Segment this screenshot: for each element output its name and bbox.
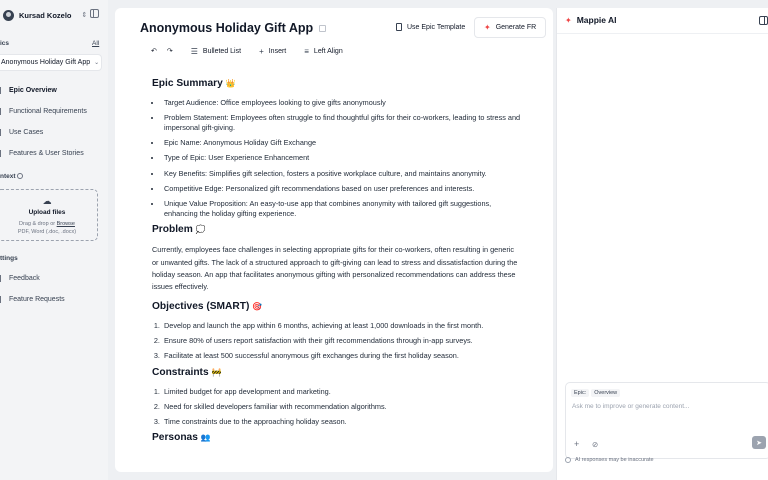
- context-section-label: ntext: [0, 173, 23, 180]
- crown-icon: 👑: [225, 79, 236, 88]
- bar-icon: [0, 275, 5, 282]
- context-chip: Epic:: [571, 389, 589, 397]
- list-item: • Type of Epic: User Experience Enhancement: [162, 153, 522, 163]
- document-editor: [115, 8, 553, 472]
- panel-toggle-icon[interactable]: [759, 16, 768, 25]
- bar-icon: [0, 129, 5, 136]
- list-item: 2. Ensure 80% of users report satisfaction with their gift recommendations through in-app surveys.: [162, 336, 522, 346]
- construction-icon: 🚧: [211, 367, 222, 377]
- epic-summary-list: [152, 98, 522, 218]
- bar-icon: [0, 296, 5, 303]
- objectives-list: [152, 321, 522, 361]
- left-align-button[interactable]: ≡ Left Align: [304, 46, 343, 56]
- document-icon: [396, 23, 402, 31]
- upload-cloud-icon: ☁: [42, 196, 52, 206]
- list-item: • Target Audience: Office employees looking to give gifts anonymously: [162, 98, 522, 108]
- insert-button[interactable]: + Insert: [259, 46, 287, 56]
- upload-title: Upload files: [28, 209, 66, 216]
- info-icon: [17, 173, 23, 179]
- upload-instructions: Drag & drop or Browse: [19, 221, 75, 227]
- ai-disclaimer: AI responses may be inaccurate: [565, 457, 654, 463]
- upload-dropzone[interactable]: [0, 189, 98, 241]
- epic-summary-heading: Epic Summary 👑: [152, 78, 236, 89]
- editor-toolbar: [151, 45, 361, 57]
- nav-item-epic-overview[interactable]: [0, 82, 100, 98]
- ai-panel: [556, 8, 768, 480]
- nav-item-label: Feedback: [9, 274, 40, 282]
- list-item: 2. Need for skilled developers familiar with recommendation algorithms.: [162, 402, 522, 412]
- ai-panel-header: [565, 15, 617, 25]
- nav-item-feedback[interactable]: [0, 270, 100, 286]
- ai-prompt-input[interactable]: Ask me to improve or generate content...: [572, 403, 690, 410]
- avatar: [3, 10, 14, 21]
- bulleted-list-button[interactable]: ☰ Bulleted List: [190, 46, 242, 56]
- use-epic-template-button[interactable]: Use Epic Template: [389, 17, 472, 37]
- list-item: • Competitive Edge: Personalized gift recommendations based on user preferences and interests.: [162, 184, 522, 194]
- constraints-heading: Constraints 🚧: [152, 366, 222, 378]
- problem-heading: Problem 💭: [152, 224, 206, 236]
- nav-item-label: Feature Requests: [9, 295, 65, 303]
- epics-section-label: ics: [0, 40, 10, 47]
- personas-heading: Personas 👥: [152, 432, 211, 444]
- page-title: Anonymous Holiday Gift App: [140, 21, 326, 35]
- nav-item-feature-requests[interactable]: [0, 291, 100, 307]
- nav-item-label: Use Cases: [9, 128, 44, 136]
- nav-item-use-cases[interactable]: [0, 124, 100, 140]
- align-left-icon: ≡: [304, 46, 309, 56]
- list-item: • Unique Value Proposition: An easy-to-use app that combines anonymity with tailored gift suggestions, enhancing the holiday gifting experience.: [162, 199, 522, 218]
- settings-section-label: ttings: [0, 255, 18, 262]
- ai-prompt-box[interactable]: [565, 382, 768, 459]
- user-name: Kursad Kozelo: [19, 10, 72, 20]
- sparkle-icon: ✦: [484, 23, 491, 32]
- all-epics-link[interactable]: All: [92, 40, 100, 47]
- info-icon: [565, 457, 571, 463]
- nav-item-features-user-stories[interactable]: [0, 145, 100, 161]
- context-chips: [571, 389, 622, 397]
- send-button[interactable]: ➤: [752, 436, 766, 449]
- thought-bubble-icon: 💭: [195, 225, 206, 235]
- constraints-list: [152, 387, 522, 427]
- list-item: 1. Develop and launch the app within 6 months, achieving at least 1,000 downloads in the first month.: [162, 321, 522, 331]
- document-content[interactable]: [152, 78, 522, 452]
- target-icon: 🎯: [252, 301, 263, 311]
- people-icon: 👥: [200, 433, 211, 443]
- nav-item-label: Features & User Stories: [9, 149, 84, 157]
- nav-item-label: Epic Overview: [9, 86, 57, 94]
- sidebar-collapse-icon[interactable]: [90, 9, 99, 18]
- nav-item-label: Functional Requirements: [9, 107, 87, 115]
- divider: [557, 33, 768, 34]
- epic-selector[interactable]: [0, 54, 102, 71]
- bar-icon: [0, 87, 5, 94]
- sparkle-icon: ✦: [565, 15, 572, 25]
- paperclip-icon[interactable]: ⊘: [592, 440, 599, 449]
- plus-icon: +: [259, 46, 264, 56]
- generate-fr-button[interactable]: ✦ Generate FR: [474, 17, 546, 38]
- list-item: 1. Limited budget for app development and marketing.: [162, 387, 522, 397]
- objectives-heading: Objectives (SMART) 🎯: [152, 300, 263, 312]
- plus-icon[interactable]: +: [574, 439, 580, 449]
- chevron-updown-icon: ⇕: [81, 12, 88, 19]
- ai-panel-title: Mappie AI: [576, 15, 617, 25]
- undo-icon[interactable]: ↶: [151, 48, 157, 55]
- upload-formats: PDF, Word (.doc, .docx): [17, 229, 77, 235]
- list-item: • Key Benefits: Simplifies gift selection, fosters a positive workplace culture, and maintains anonymity.: [162, 169, 522, 179]
- sidebar: [0, 0, 108, 480]
- chevron-down-icon: ⌄: [94, 60, 100, 66]
- bar-icon: [0, 150, 5, 157]
- list-item: 3. Time constraints due to the approaching holiday season.: [162, 417, 522, 427]
- bar-icon: [0, 108, 5, 115]
- edit-icon[interactable]: [319, 25, 326, 32]
- browse-link[interactable]: Browse: [56, 221, 75, 227]
- list-item: • Problem Statement: Employees often struggle to find thoughtful gifts for their co-workers, leading to stress and impersonal gift-giving.: [162, 113, 522, 132]
- user-menu[interactable]: [0, 6, 87, 24]
- problem-text: Currently, employees face challenges in selecting appropriate gifts for their co-workers, often resulting in generic or unwanted gifts. The lack of a structured approach to gift-giving can lead to stress and dissatisfaction during the holiday season. An app that facilitates anonymous gifting with personalized recommendations can address these issues effectively.: [152, 245, 518, 292]
- epic-selector-value: Anonymous Holiday Gift App: [1, 59, 91, 66]
- context-chip: Overview: [591, 389, 620, 397]
- nav-item-functional-requirements[interactable]: [0, 103, 100, 119]
- list-icon: ☰: [190, 46, 198, 56]
- list-item: 3. Facilitate at least 500 successful anonymous gift exchanges during the first holiday season.: [162, 351, 522, 361]
- redo-icon[interactable]: ↷: [166, 48, 173, 55]
- list-item: • Epic Name: Anonymous Holiday Gift Exchange: [162, 138, 522, 148]
